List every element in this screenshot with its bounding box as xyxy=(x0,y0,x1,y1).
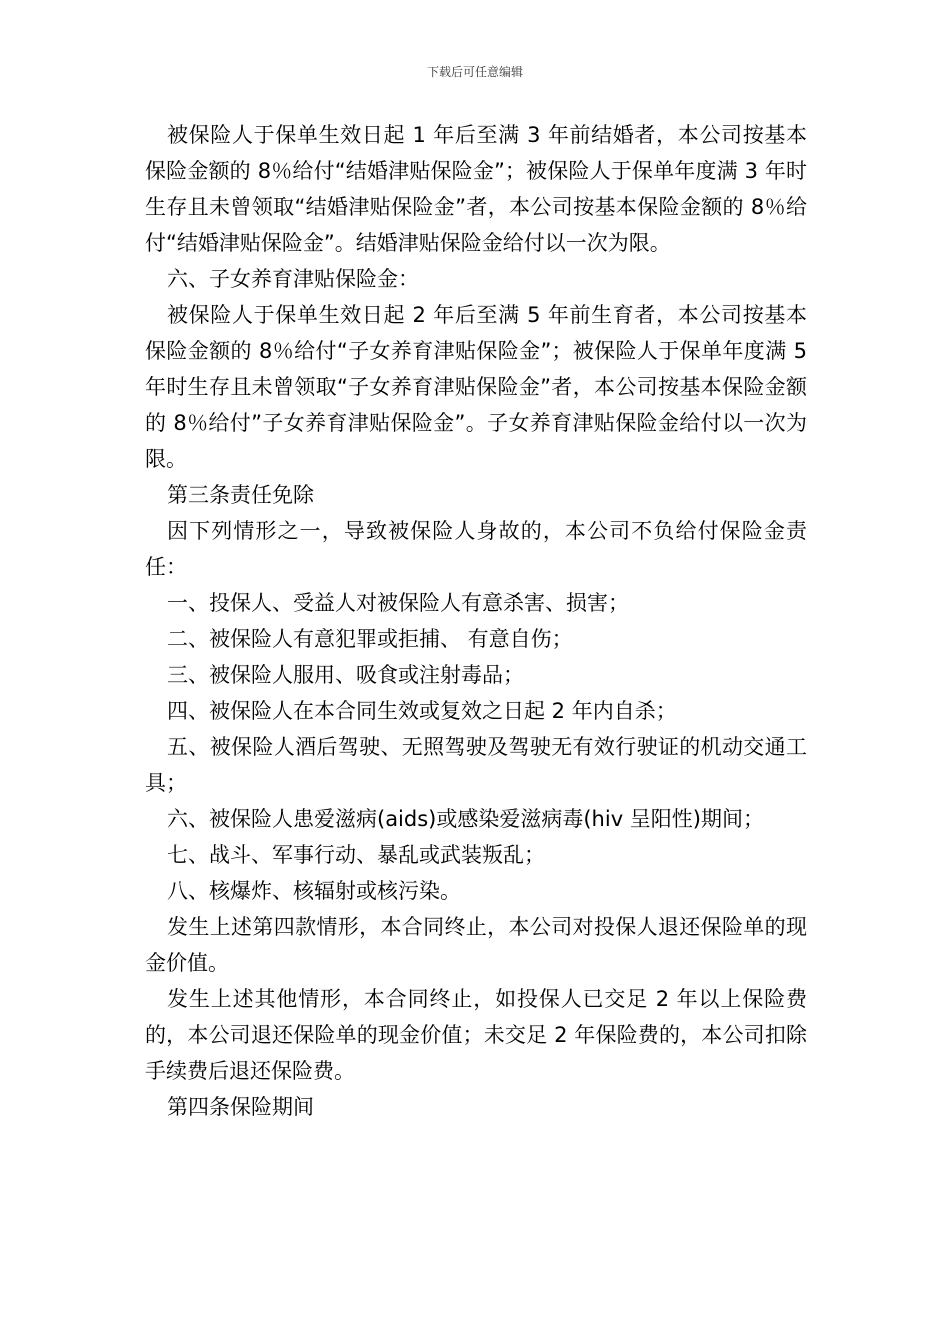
exclusion-item-5: 五、被保险人酒后驾驶、无照驾驶及驾驶无有效行驶证的机动交通工具； xyxy=(145,735,807,795)
paragraph-marriage-allowance: 被保险人于保单生效日起 1 年后至满 3 年前结婚者，本公司按基本保险金额的 8％给付“结婚津贴保险金”；被保险人于保单年度满 3 年时生存且未曾领取“结婚津贴保险金”者，本公司按基本保险金额的 8％给付“结婚津贴保险金”。结婚津贴保险金给付以一次为限。 xyxy=(145,123,807,255)
exclusion-item-2: 二、被保险人有意犯罪或拒捕、 有意自伤； xyxy=(167,627,573,651)
paragraph-case-four: 发生上述第四款情形，本合同终止，本公司对投保人退还保险单的现金价值。 xyxy=(145,915,807,975)
exclusion-item-3: 三、被保险人服用、吸食或注射毒品； xyxy=(167,663,524,687)
paragraph-other-cases: 发生上述其他情形，本合同终止，如投保人已交足 2 年以上保险费的，本公司退还保险单的现金价值；未交足 2 年保险费的，本公司扣除手续费后退还保险费。 xyxy=(145,987,807,1083)
heading-article-4: 第四条保险期间 xyxy=(167,1095,314,1119)
paragraph-child-allowance: 被保险人于保单生效日起 2 年后至满 5 年前生育者，本公司按基本保险金额的 8％给付“子女养育津贴保险金”；被保险人于保单年度满 5 年时生存且未曾领取“子女养育津贴保险金”者，本公司按基本保险金额的 8％给付”子女养育津贴保险金”。子女养育津贴保险金给付以一次为限。 xyxy=(145,303,807,471)
exclusion-item-1: 一、投保人、受益人对被保险人有意杀害、损害； xyxy=(167,591,629,615)
heading-article-3: 第三条责任免除 xyxy=(167,483,314,507)
exclusion-item-8: 八、核爆炸、核辐射或核污染。 xyxy=(167,879,461,903)
exclusion-item-7: 七、战斗、军事行动、暴乱或武装叛乱； xyxy=(167,843,545,867)
heading-child-allowance: 六、子女养育津贴保险金： xyxy=(167,267,419,291)
paragraph-exclusions-intro: 因下列情形之一，导致被保险人身故的，本公司不负给付保险金责任： xyxy=(145,519,807,579)
exclusion-item-6: 六、被保险人患爱滋病(aids)或感染爱滋病毒(hiv 呈阳性)期间； xyxy=(167,807,764,831)
page-header: 下载后可任意编辑 xyxy=(426,65,523,79)
document-body xyxy=(145,117,807,1125)
exclusion-item-4: 四、被保险人在本合同生效或复效之日起 2 年内自杀； xyxy=(167,699,677,723)
